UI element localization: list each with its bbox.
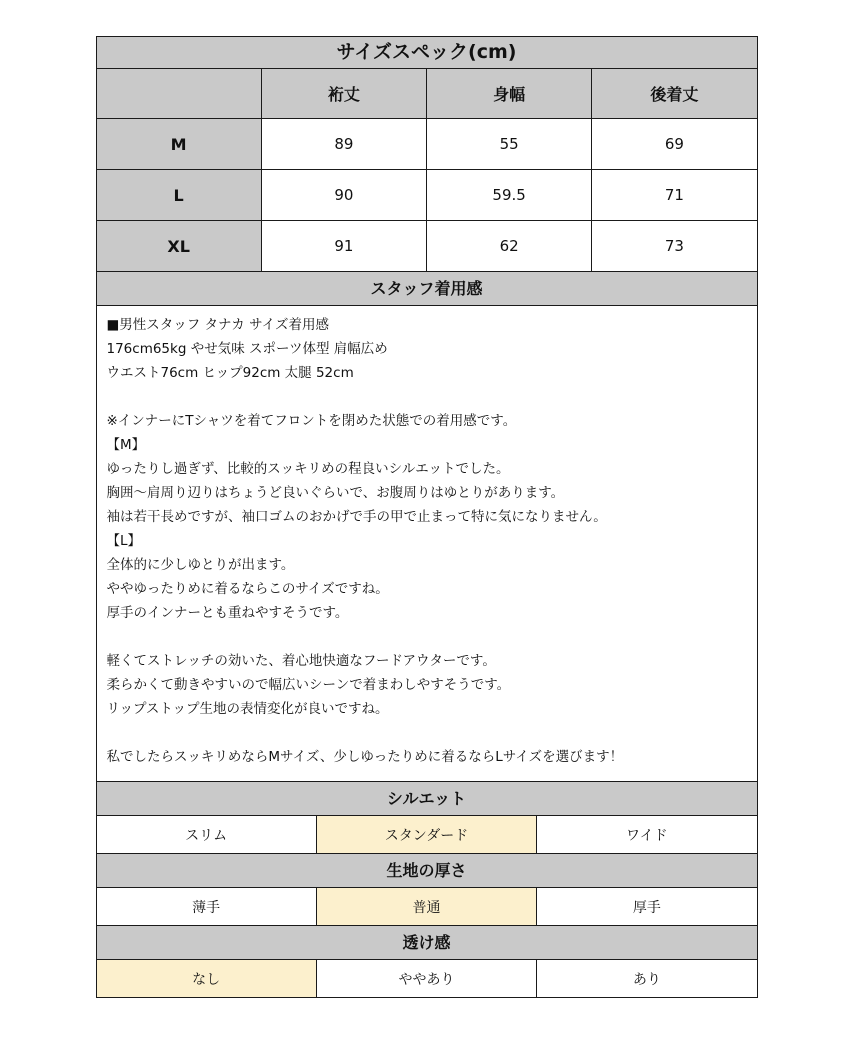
table-row: [96, 170, 757, 221]
attr-silhouette-table: [96, 815, 758, 854]
size-value: 62: [427, 221, 592, 272]
option-cell-normal: 普通: [316, 888, 536, 926]
option-cell-wide: ワイド: [537, 816, 757, 854]
size-value: 89: [261, 119, 426, 170]
table-row: [96, 119, 757, 170]
review-line: 袖は若干長めですが、袖口ゴムのおかげで手の甲で止まって特に気になりません。: [106, 509, 607, 525]
table-row: [96, 960, 757, 998]
review-line: 176cm65kg やせ気味 スポーツ体型 肩幅広め: [106, 341, 388, 357]
size-value: 69: [592, 119, 757, 170]
review-line: ■男性スタッフ タナカ サイズ着用感: [106, 317, 329, 333]
review-line: 軽くてストレッチの効いた、着心地快適なフードアウターです。: [106, 653, 496, 669]
size-value: 73: [592, 221, 757, 272]
size-label-l: L: [96, 170, 261, 221]
review-line: ※インナーにTシャツを着てフロントを閉めた状態での着用感です。: [106, 413, 517, 429]
review-line-blank: [107, 625, 747, 649]
review-line: 私でしたらスッキリめならMサイズ、少しゆったりめに着るならLサイズを選びます！: [106, 749, 624, 765]
review-line: 【L】: [106, 533, 142, 549]
size-table: [96, 68, 758, 272]
size-table-corner-cell: [96, 69, 261, 119]
size-value: 91: [261, 221, 426, 272]
size-value: 59.5: [427, 170, 592, 221]
review-line: ゆったりし過ぎず、比較的スッキリめの程良いシルエットでした。: [106, 461, 510, 477]
attr-thickness-table: [96, 887, 758, 926]
option-cell-yes: あり: [537, 960, 757, 998]
review-line: 全体的に少しゆとりが出ます。: [106, 557, 295, 573]
option-cell-none: なし: [96, 960, 316, 998]
size-table-header-row: [96, 69, 757, 119]
size-label-xl: XL: [96, 221, 261, 272]
size-table-col-back-length: 後着丈: [592, 69, 757, 119]
option-cell-slim: スリム: [96, 816, 316, 854]
review-line: 胸囲〜肩周り辺りはちょうど良いぐらいで、お腹周りはゆとりがあります。: [106, 485, 565, 501]
option-cell-standard: スタンダード: [316, 816, 536, 854]
attr-silhouette-title: シルエット: [96, 781, 758, 816]
review-line-blank: [107, 721, 747, 745]
review-line: ウエスト76cm ヒップ92cm 太腿 52cm: [106, 365, 354, 381]
review-line: リップストップ生地の表情変化が良いですね。: [106, 701, 389, 717]
review-line: 柔らかくて動きやすいので幅広いシーンで着まわしやすそうです。: [106, 677, 511, 693]
option-cell-thin: 薄手: [96, 888, 316, 926]
staff-review-text: [96, 305, 758, 782]
size-value: 71: [592, 170, 757, 221]
size-table-col-sleeve-length: 裄丈: [261, 69, 426, 119]
review-line: 【M】: [106, 437, 146, 453]
review-line: ややゆったりめに着るならこのサイズですね。: [106, 581, 389, 597]
table-row: [96, 888, 757, 926]
size-spec-title: サイズスペック(cm): [96, 36, 758, 69]
review-line: 厚手のインナーとも重ねやすそうです。: [106, 605, 349, 621]
size-value: 55: [427, 119, 592, 170]
review-line-blank: [107, 385, 747, 409]
option-cell-thick: 厚手: [537, 888, 757, 926]
attr-sheerness-table: [96, 959, 758, 998]
size-table-col-body-width: 身幅: [427, 69, 592, 119]
attr-sheerness-title: 透け感: [96, 925, 758, 960]
table-row: [96, 221, 757, 272]
option-cell-slightly: ややあり: [316, 960, 536, 998]
attr-thickness-title: 生地の厚さ: [96, 853, 758, 888]
size-spec-panel: [96, 36, 758, 998]
size-value: 90: [261, 170, 426, 221]
table-row: [96, 816, 757, 854]
staff-review-title: スタッフ着用感: [96, 271, 758, 306]
size-label-m: M: [96, 119, 261, 170]
